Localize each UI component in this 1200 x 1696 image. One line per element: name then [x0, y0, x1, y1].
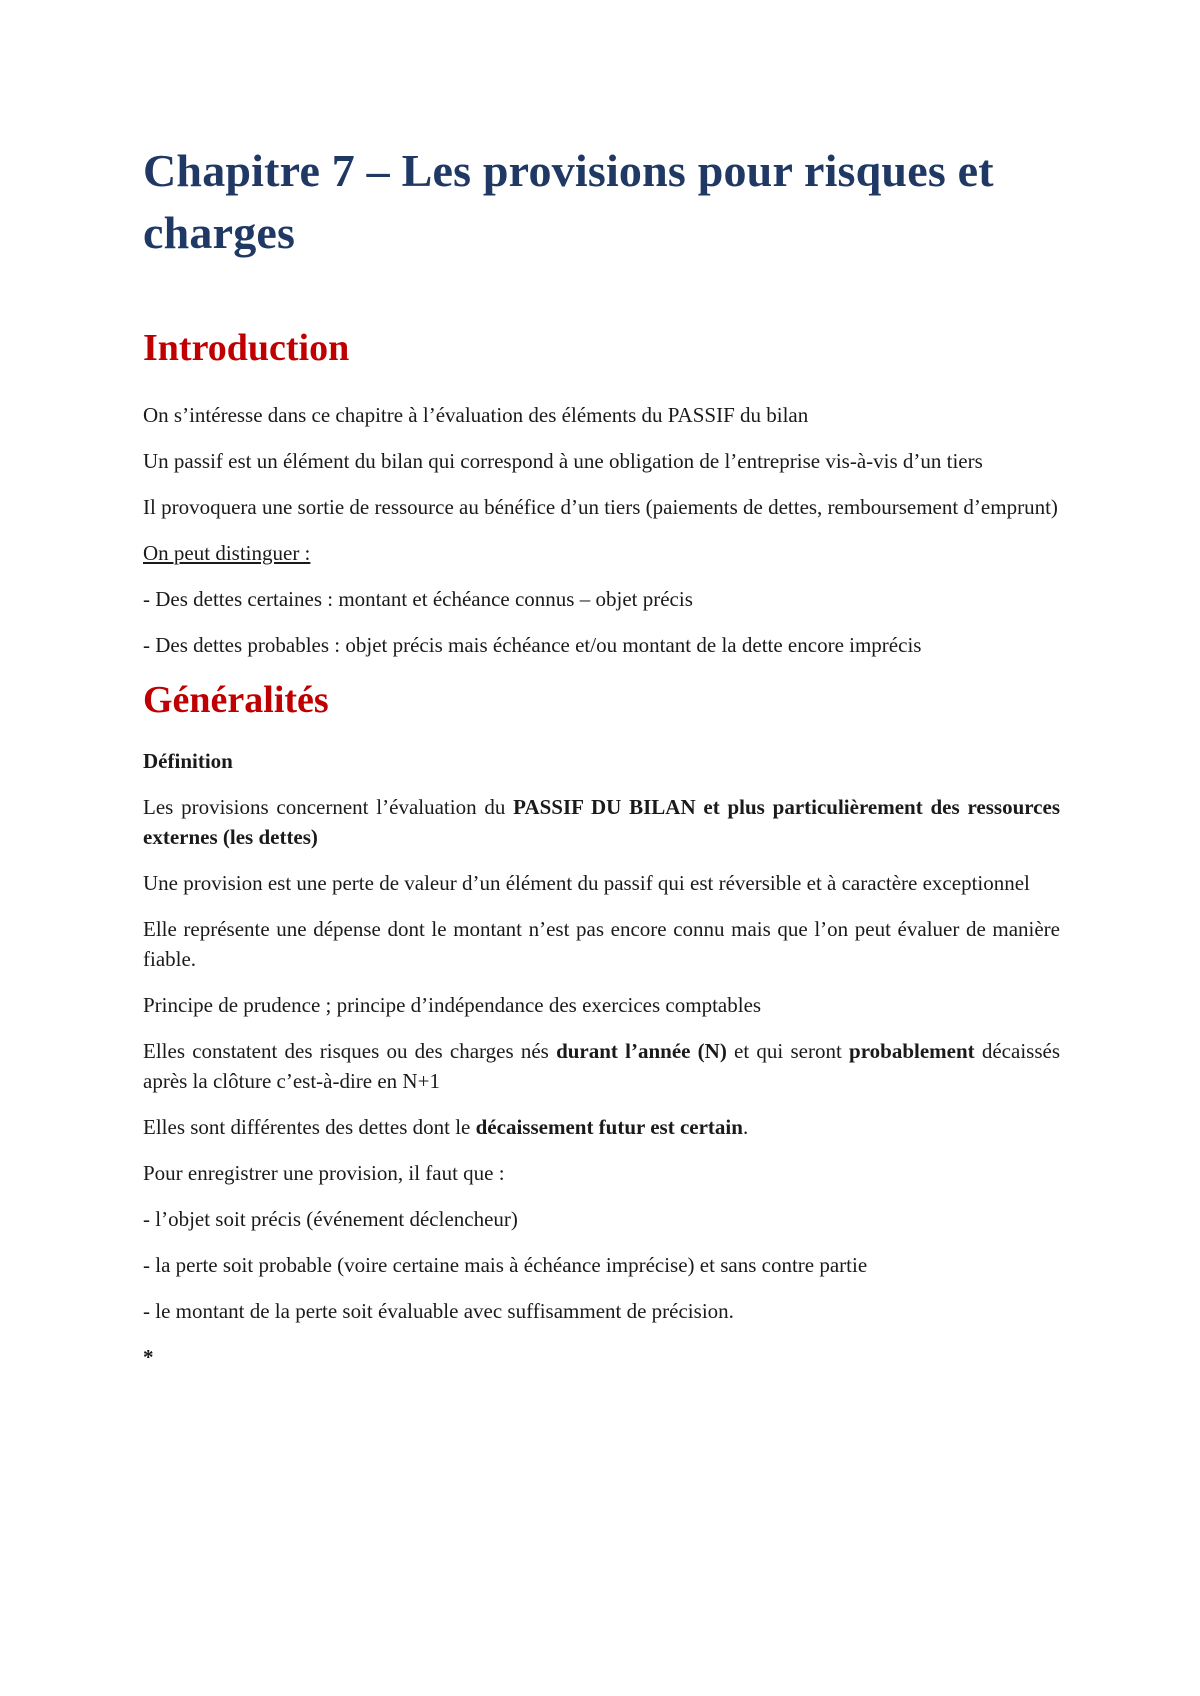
gen-p5-bold-a: durant l’année (N) — [556, 1039, 727, 1063]
gen-p5-bold-b: probablement — [849, 1039, 975, 1063]
intro-list-item-1: - Des dettes certaines : montant et échéance connus – objet précis — [143, 587, 693, 611]
gen-p1-text: Les provisions concernent l’évaluation du — [143, 795, 514, 819]
gen-p6-text-a: Elles sont différentes des dettes dont le — [143, 1115, 476, 1139]
generalites-paragraph-6 — [143, 1112, 1060, 1142]
generalites-paragraph-4: Principe de prudence ; principe d’indépendance des exercices comptables — [143, 993, 762, 1017]
intro-list-item-2: - Des dettes probables : objet précis mais échéance et/ou montant de la dette encore imprécis — [143, 633, 922, 657]
gen-p5-text-b: et qui seront — [726, 1039, 850, 1063]
intro-paragraph-3: Il provoquera une sortie de ressource au bénéfice d’un tiers (paiements de dettes, remboursement d’emprunt) — [143, 495, 1058, 519]
generalites-paragraph-1 — [143, 792, 1060, 852]
page-title: Chapitre 7 – Les provisions pour risques et charges — [143, 145, 994, 258]
definition-label: Définition — [143, 749, 233, 773]
generalites-paragraph-3: Elle représente une dépense dont le montant n’est pas encore connu mais que l’on peut évaluer de manière fiable. — [143, 917, 1060, 971]
generalites-paragraph-5 — [143, 1036, 1060, 1096]
gen-p1-bold: PASSIF DU BILAN et plus particulièrement des ressources externes (les dettes) — [143, 795, 1060, 849]
condition-item-1: - l’objet soit précis (événement déclencheur) — [143, 1207, 518, 1231]
section-heading-generalites: Généralités — [143, 679, 329, 721]
section-heading-introduction: Introduction — [143, 327, 350, 369]
gen-p6-text-b: . — [742, 1115, 749, 1139]
asterisk-marker: * — [143, 1345, 154, 1369]
gen-p5-text-a: Elles constatent des risques ou des charges nés — [143, 1039, 557, 1063]
condition-item-3: - le montant de la perte soit évaluable avec suffisamment de précision. — [143, 1299, 734, 1323]
condition-item-2: - la perte soit probable (voire certaine mais à échéance imprécise) et sans contre partie — [143, 1253, 868, 1277]
gen-p5-text-c: décaissés après la clôture c’est-à-dire en N+1 — [143, 1039, 1060, 1093]
gen-p6-bold: décaissement futur est certain — [475, 1115, 743, 1139]
generalites-paragraph-7: Pour enregistrer une provision, il faut que : — [143, 1161, 505, 1185]
distinguish-label-text: On peut distinguer : — [143, 541, 311, 565]
intro-paragraph-2: Un passif est un élément du bilan qui correspond à une obligation de l’entreprise vis-à-vis d’un tiers — [143, 449, 983, 473]
intro-paragraph-1: On s’intéresse dans ce chapitre à l’évaluation des éléments du PASSIF du bilan — [143, 403, 809, 427]
generalites-paragraph-2: Une provision est une perte de valeur d’un élément du passif qui est réversible et à caractère exceptionnel — [143, 871, 1030, 895]
intro-distinguish-label — [143, 538, 1060, 568]
